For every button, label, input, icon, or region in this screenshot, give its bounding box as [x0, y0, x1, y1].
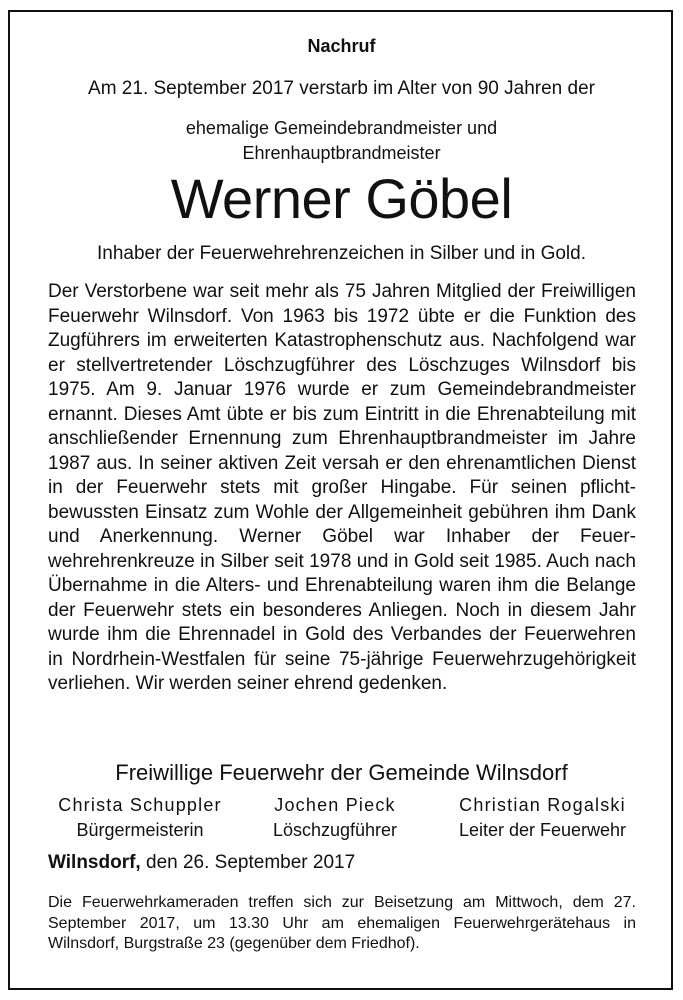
dateline-date: den 26. September 2017: [146, 852, 356, 873]
role-line-1: ehemalige Gemeindebrandmeister und: [185, 118, 498, 138]
dateline-place: Wilnsdorf,: [48, 852, 141, 873]
signatory-name: Christian Rogalski: [459, 795, 626, 815]
deceased-name: Werner Göbel: [170, 167, 513, 230]
role-line-2: Ehrenhauptbrandmeister: [242, 143, 441, 163]
intro-line: Am 21. September 2017 verstarb im Alter von 90 Jahren der: [88, 78, 595, 99]
signatory-name: Christa Schuppler: [58, 795, 222, 815]
funeral-notice: Die Feuerwehrkameraden treffen sich zur Beisetzung am Mittwoch, dem 27. September 2017, um 13.30 Uhr am ehemaligen Feuerwehrgerätehaus in Wilnsdorf, Burgstraße 23 (gegenüber dem Friedhof).: [48, 894, 636, 952]
dateline: [48, 852, 355, 874]
obituary-heading: Nachruf: [307, 36, 376, 56]
signatory-1: [40, 793, 240, 843]
signatory-title: Löschzugführer: [272, 820, 398, 840]
signatory-title: Bürgermeisterin: [76, 820, 204, 840]
signatory-3: [430, 793, 655, 843]
signatory-2: [240, 793, 430, 843]
signatory-name: Jochen Pieck: [274, 795, 396, 815]
signatory-title: Leiter der Feuerwehr: [458, 820, 627, 840]
organization-name: Freiwillige Feuerwehr der Gemeinde Wilnsdorf: [115, 760, 568, 785]
honors-line: Inhaber der Feuerwehrehrenzeichen in Silber und in Gold.: [96, 243, 587, 264]
obituary-body-text: Der Verstorbene war seit mehr als 75 Jahren Mitglied der Freiwilligen Feuerwehr Wilnsdorf. Von 1963 bis 1972 übte er die Funktion des Zugführers im erweiterten Katastrophenschutz aus. Nachfolgend war er stellvertretender Löschzugführer des Löschzuges Wilnsdorf bis 1975. Am 9. Januar 1976 wurde er zum Gemeindebrandmeister ernannt. Dieses Amt übte er bis zum Eintritt in die Ehrenabteilung mit anschließender Ernennung zum Ehrenhauptbrandmeister im Jahre 1987 aus. In seiner aktiven Zeit versah er den ehrenamtlichen Dienst in der Feuerwehr stets mit großer Hingabe. Für seinen pflichtbewussten Einsatz zum Wohle der Allgemeinheit gebühren ihm Dank und Anerkennung. Werner Göbel war Inhaber der Feuerwehrehrenkreuze in Silber seit 1978 und in Gold seit 1985. Auch nach Übernahme in die Alters- und Ehrenabteilung waren ihm die Belange der Feuerwehr stets ein besonderes Anliegen. Noch in diesem Jahr wurde ihm die Ehrennadel in Gold des Verbandes der Feuerwehren in Nordrhein-Westfalen für seine 75-jährige Feuerwehrzugehörigkeit verliehen. Wir werden seiner ehrend gedenken.: [48, 281, 636, 694]
